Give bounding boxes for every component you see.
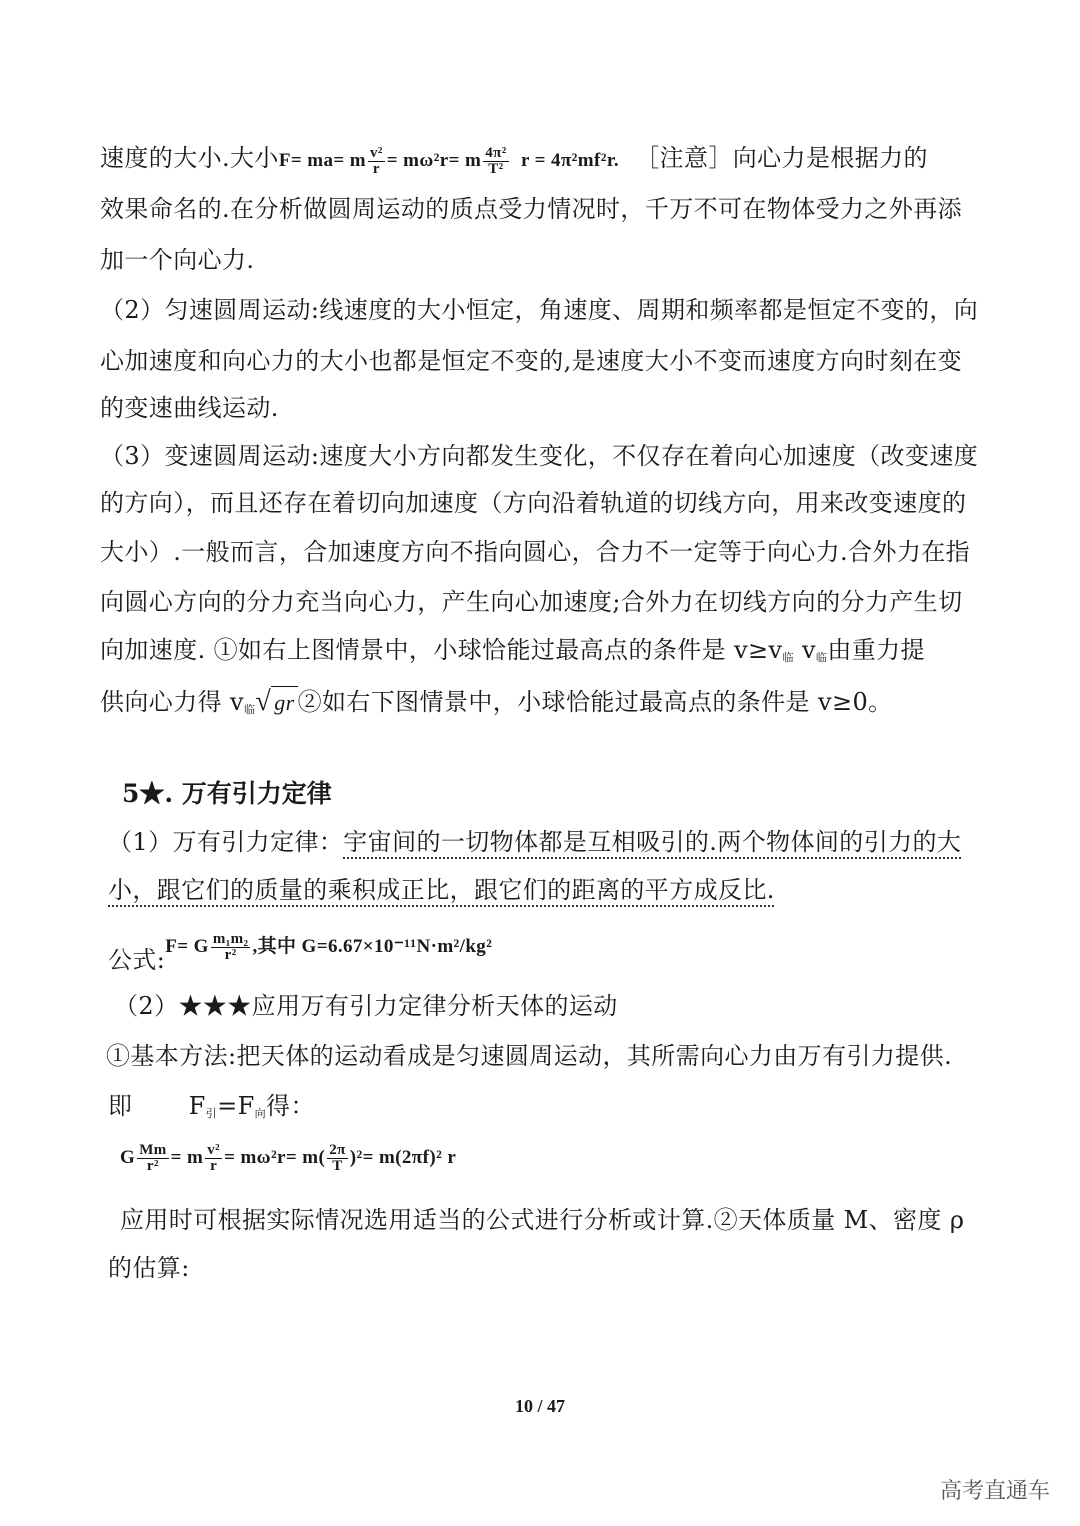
para3-line1: （3）变速圆周运动:速度大小方向都发生变化，不仅存在着向心加速度（改变速度 xyxy=(100,442,979,470)
fraction xyxy=(205,1143,222,1174)
para2-line3: 的变速曲线运动. xyxy=(100,394,279,422)
centripetal-force-formula xyxy=(278,145,620,178)
fraction xyxy=(211,932,251,963)
law-statement-line1 xyxy=(108,826,961,858)
fraction-numerator: m₁m₂ xyxy=(212,931,249,948)
formula-part: = mω²r= m xyxy=(386,150,482,171)
text-segment: =F xyxy=(217,1092,255,1120)
formula-part: ,其中 G=6.67×10⁻¹¹N·m²/kg² xyxy=(252,936,493,957)
text-segment: （1）万有引力定律： xyxy=(108,828,344,856)
text-segment: ［注意］向心力是根据力的 xyxy=(635,144,928,172)
fraction-denominator: r² xyxy=(146,1158,159,1175)
fraction-numerator: v² xyxy=(207,1142,221,1159)
fraction-numerator: Mm xyxy=(139,1142,167,1159)
fraction xyxy=(368,146,385,177)
subscript: 引 xyxy=(205,1107,218,1120)
para1-line3: 加一个向心力. xyxy=(100,246,255,274)
force-equality-line xyxy=(108,1090,315,1130)
para3-line3: 大小）.一般而言，合加速度方向不指向圆心，合力不一定等于向心力.合外力在指 xyxy=(100,538,971,566)
method-line: ①基本方法:把天体的运动看成是匀速圆周运动，其所需向心力由万有引力提供. xyxy=(106,1042,953,1070)
formula-part: G xyxy=(120,1147,136,1168)
gravitation-formula-line xyxy=(108,931,493,974)
fraction-denominator: T xyxy=(332,1158,343,1175)
formula-part: )²= m(2πf)² r xyxy=(349,1147,457,1168)
formula-label: 公式: xyxy=(108,946,166,974)
apply-line2: 的估算: xyxy=(108,1254,190,1282)
text-segment: 由重力提 xyxy=(827,636,925,664)
law-statement-line2 xyxy=(108,874,775,906)
fraction xyxy=(327,1143,348,1174)
item2-line: （2）★★★应用万有引力定律分析天体的运动 xyxy=(114,992,618,1020)
orbital-motion-formula xyxy=(120,1142,456,1174)
formula-part: = m xyxy=(170,1147,204,1168)
text-segment: 得： xyxy=(266,1092,315,1120)
page-number: 10 / 47 xyxy=(514,1396,565,1416)
fraction-denominator: T² xyxy=(488,161,504,178)
text-segment: 供向心力得 v xyxy=(100,688,244,716)
para3-line5 xyxy=(100,634,925,674)
subscript: 临 xyxy=(244,703,256,716)
para3-line4: 向圆心方向的分力充当向心力，产生向心加速度;合外力在切线方向的分力产生切 xyxy=(100,588,963,616)
sqrt-radical-symbol: √ xyxy=(255,686,272,717)
fraction-denominator: r xyxy=(372,161,380,178)
fraction-numerator: 4π² xyxy=(485,145,507,162)
fraction-denominator: r² xyxy=(224,947,237,964)
formula-part: F= ma= m xyxy=(278,150,366,171)
formula-part: = mω²r= m( xyxy=(224,1147,326,1168)
subscript: 向 xyxy=(254,1107,267,1120)
gravitation-formula xyxy=(165,931,493,964)
fraction-numerator: 2π xyxy=(329,1142,346,1159)
subscript: 临 xyxy=(782,651,794,664)
para3-line2: 的方向），而且还存在着切向加速度（方向沿着轨道的切线方向，用来改变速度的 xyxy=(100,489,967,517)
para3-line6 xyxy=(100,686,893,726)
fraction-denominator: r xyxy=(210,1158,218,1175)
text-segment: 速度的大小.大小 xyxy=(100,144,279,172)
text-segment: ②如右下图情景中，小球恰能过最高点的条件是 v≥0。 xyxy=(297,688,893,716)
para1-line2: 效果命名的.在分析做圆周运动的质点受力情况时，千万不可在物体受力之外再添 xyxy=(100,195,963,223)
watermark-text: 高考直通车 xyxy=(939,1479,1050,1504)
para2-line1: （2）匀速圆周运动:线速度的大小恒定，角速度、周期和频率都是恒定不变的，向 xyxy=(100,296,979,324)
text-segment: v xyxy=(793,636,816,664)
formula-part: F= G xyxy=(165,936,209,957)
apply-line1: 应用时可根据实际情况选用适当的公式进行分析或计算.②天体质量 M、密度 ρ xyxy=(120,1206,965,1234)
sqrt-radicand: gr xyxy=(271,686,297,719)
para1-line1 xyxy=(100,142,928,177)
fraction-numerator: v² xyxy=(369,145,383,162)
underlined-text: 小，跟它们的质量的乘积成正比，跟它们的距离的平方成反比. xyxy=(108,876,775,904)
text-segment: 向加速度. ①如右上图情景中，小球恰能过最高点的条件是 v≥v xyxy=(100,636,783,664)
para2-line2: 心加速度和向心力的大小也都是恒定不变的,是速度大小不变而速度方向时刻在变 xyxy=(100,347,963,375)
text-segment: F xyxy=(188,1092,206,1120)
fraction xyxy=(137,1143,168,1174)
section-heading: 5★. 万有引力定律 xyxy=(122,779,332,808)
subscript: 临 xyxy=(815,651,828,664)
text-segment: 即 xyxy=(108,1092,133,1120)
underlined-text: 宇宙间的一切物体都是互相吸引的.两个物体间的引力的大 xyxy=(343,828,962,856)
formula-part: r = 4π²mf²r. xyxy=(520,150,620,171)
fraction xyxy=(483,146,508,177)
